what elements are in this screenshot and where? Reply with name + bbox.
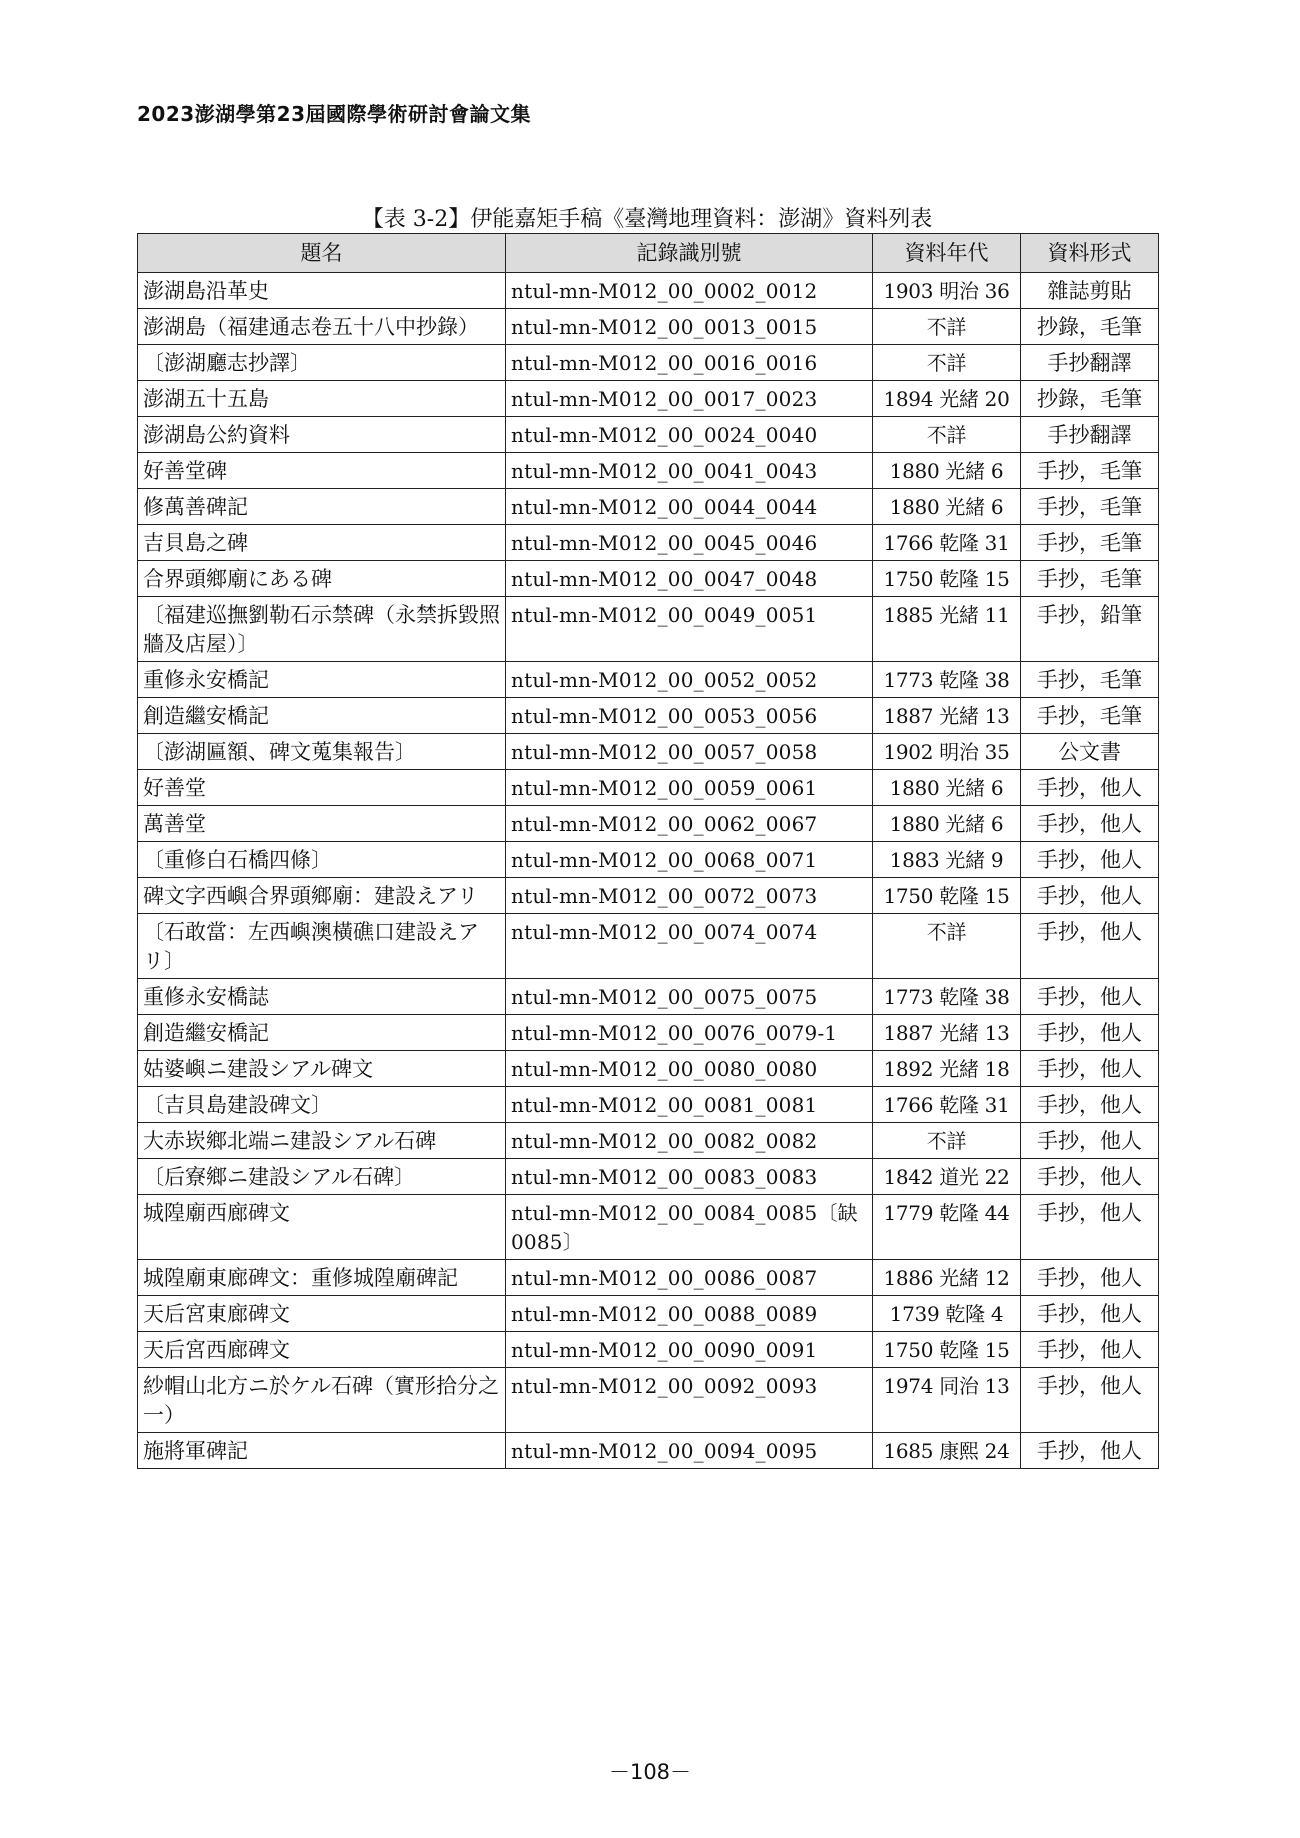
row-year: 1880 光緒 6 xyxy=(873,770,1021,806)
row-format: 公文書 xyxy=(1021,734,1159,770)
row-record-id: ntul-mn-M012_00_0068_0071 xyxy=(506,842,873,878)
table-row xyxy=(138,1159,1159,1195)
table-row xyxy=(138,273,1159,309)
table-row xyxy=(138,345,1159,381)
row-year: 1880 光緒 6 xyxy=(873,489,1021,525)
row-record-id: ntul-mn-M012_00_0084_0085〔缺 0085〕 xyxy=(506,1195,873,1260)
row-year: 1750 乾隆 15 xyxy=(873,561,1021,597)
row-year: 1880 光緒 6 xyxy=(873,806,1021,842)
row-record-id: ntul-mn-M012_00_0049_0051 xyxy=(506,597,873,662)
table-row xyxy=(138,1433,1159,1469)
row-title: 〔澎湖廳志抄譯〕 xyxy=(138,345,506,381)
table-row xyxy=(138,1260,1159,1296)
row-title: 重修永安橋記 xyxy=(138,662,506,698)
row-record-id: ntul-mn-M012_00_0016_0016 xyxy=(506,345,873,381)
row-format: 手抄，鉛筆 xyxy=(1021,597,1159,662)
row-title: 天后宮西廊碑文 xyxy=(138,1332,506,1368)
row-title: 〔福建巡撫劉勒石示禁碑（永禁拆毀照牆及店屋）〕 xyxy=(138,597,506,662)
row-year: 1894 光緒 20 xyxy=(873,381,1021,417)
row-format: 手抄，他人 xyxy=(1021,1195,1159,1260)
row-format: 手抄，他人 xyxy=(1021,1015,1159,1051)
row-record-id: ntul-mn-M012_00_0075_0075 xyxy=(506,979,873,1015)
table-row xyxy=(138,734,1159,770)
row-year: 不詳 xyxy=(873,309,1021,345)
table-row xyxy=(138,806,1159,842)
table-row xyxy=(138,914,1159,979)
row-record-id: ntul-mn-M012_00_0024_0040 xyxy=(506,417,873,453)
row-year: 1750 乾隆 15 xyxy=(873,878,1021,914)
row-record-id: ntul-mn-M012_00_0090_0091 xyxy=(506,1332,873,1368)
row-year: 1902 明治 35 xyxy=(873,734,1021,770)
row-format: 抄錄，毛筆 xyxy=(1021,381,1159,417)
table-caption: 【表 3-2】伊能嘉矩手稿《臺灣地理資料：澎湖》資料列表 xyxy=(361,207,933,232)
row-format: 手抄，他人 xyxy=(1021,1159,1159,1195)
row-record-id: ntul-mn-M012_00_0059_0061 xyxy=(506,770,873,806)
row-title: 澎湖島沿革史 xyxy=(138,273,506,309)
column-header-year: 資料年代 xyxy=(873,234,1021,273)
table-row xyxy=(138,561,1159,597)
row-year: 1892 光緒 18 xyxy=(873,1051,1021,1087)
table-row xyxy=(138,1051,1159,1087)
row-year: 1779 乾隆 44 xyxy=(873,1195,1021,1260)
row-record-id: ntul-mn-M012_00_0057_0058 xyxy=(506,734,873,770)
row-format: 手抄，他人 xyxy=(1021,1368,1159,1433)
table-row xyxy=(138,453,1159,489)
table-row xyxy=(138,1332,1159,1368)
table-row xyxy=(138,381,1159,417)
row-record-id: ntul-mn-M012_00_0013_0015 xyxy=(506,309,873,345)
row-title: 好善堂 xyxy=(138,770,506,806)
row-year: 1880 光緒 6 xyxy=(873,453,1021,489)
row-title: 施將軍碑記 xyxy=(138,1433,506,1469)
row-record-id: ntul-mn-M012_00_0072_0073 xyxy=(506,878,873,914)
row-record-id: ntul-mn-M012_00_0053_0056 xyxy=(506,698,873,734)
row-format: 手抄，他人 xyxy=(1021,1332,1159,1368)
column-header-title: 題名 xyxy=(138,234,506,273)
row-year: 1773 乾隆 38 xyxy=(873,662,1021,698)
table-row xyxy=(138,309,1159,345)
row-record-id: ntul-mn-M012_00_0088_0089 xyxy=(506,1296,873,1332)
row-year: 1766 乾隆 31 xyxy=(873,525,1021,561)
row-title: 吉貝島之碑 xyxy=(138,525,506,561)
row-year: 不詳 xyxy=(873,914,1021,979)
row-title: 〔重修白石橋四條〕 xyxy=(138,842,506,878)
row-year: 1887 光緒 13 xyxy=(873,1015,1021,1051)
row-format: 手抄，他人 xyxy=(1021,806,1159,842)
table-row xyxy=(138,1015,1159,1051)
row-title: 萬善堂 xyxy=(138,806,506,842)
row-record-id: ntul-mn-M012_00_0052_0052 xyxy=(506,662,873,698)
row-title: 重修永安橋誌 xyxy=(138,979,506,1015)
row-format: 手抄，他人 xyxy=(1021,770,1159,806)
row-title: 碑文字西嶼合界頭鄉廟：建設えアリ xyxy=(138,878,506,914)
row-record-id: ntul-mn-M012_00_0080_0080 xyxy=(506,1051,873,1087)
row-title: 合界頭鄉廟にある碑 xyxy=(138,561,506,597)
row-format: 手抄，他人 xyxy=(1021,1296,1159,1332)
table-row xyxy=(138,979,1159,1015)
table-body xyxy=(138,273,1159,1469)
row-title: 修萬善碑記 xyxy=(138,489,506,525)
table-row xyxy=(138,662,1159,698)
row-title: 〔后寮鄉ニ建設シアル石碑〕 xyxy=(138,1159,506,1195)
row-title: 創造繼安橋記 xyxy=(138,698,506,734)
row-record-id: ntul-mn-M012_00_0076_0079-1 xyxy=(506,1015,873,1051)
row-format: 手抄，毛筆 xyxy=(1021,489,1159,525)
row-format: 手抄，毛筆 xyxy=(1021,561,1159,597)
row-format: 手抄，他人 xyxy=(1021,1123,1159,1159)
row-title: 澎湖五十五島 xyxy=(138,381,506,417)
row-record-id: ntul-mn-M012_00_0017_0023 xyxy=(506,381,873,417)
row-year: 1739 乾隆 4 xyxy=(873,1296,1021,1332)
row-title: 紗帽山北方ニ於ケル石碑（實形拾分之一） xyxy=(138,1368,506,1433)
page-number: －108－ xyxy=(608,1760,692,1784)
row-title: 天后宮東廊碑文 xyxy=(138,1296,506,1332)
row-year: 不詳 xyxy=(873,417,1021,453)
table-row xyxy=(138,489,1159,525)
row-year: 1842 道光 22 xyxy=(873,1159,1021,1195)
row-format: 手抄，他人 xyxy=(1021,979,1159,1015)
row-year: 1773 乾隆 38 xyxy=(873,979,1021,1015)
row-format: 手抄，毛筆 xyxy=(1021,525,1159,561)
row-record-id: ntul-mn-M012_00_0044_0044 xyxy=(506,489,873,525)
row-year: 1883 光緒 9 xyxy=(873,842,1021,878)
row-year: 不詳 xyxy=(873,345,1021,381)
row-title: 澎湖島公約資料 xyxy=(138,417,506,453)
table-row xyxy=(138,525,1159,561)
table-row xyxy=(138,597,1159,662)
row-record-id: ntul-mn-M012_00_0083_0083 xyxy=(506,1159,873,1195)
row-year: 不詳 xyxy=(873,1123,1021,1159)
row-year: 1685 康熙 24 xyxy=(873,1433,1021,1469)
row-title: 大赤崁鄉北端ニ建設シアル石碑 xyxy=(138,1123,506,1159)
row-format: 手抄翻譯 xyxy=(1021,417,1159,453)
row-format: 手抄，毛筆 xyxy=(1021,453,1159,489)
row-title: 姑婆嶼ニ建設シアル碑文 xyxy=(138,1051,506,1087)
row-year: 1885 光緒 11 xyxy=(873,597,1021,662)
records-table xyxy=(137,233,1159,1469)
row-year: 1886 光緒 12 xyxy=(873,1260,1021,1296)
table-header xyxy=(138,234,1159,273)
row-record-id: ntul-mn-M012_00_0082_0082 xyxy=(506,1123,873,1159)
row-record-id: ntul-mn-M012_00_0002_0012 xyxy=(506,273,873,309)
row-title: 好善堂碑 xyxy=(138,453,506,489)
row-format: 雜誌剪貼 xyxy=(1021,273,1159,309)
row-title: 城隍廟西廊碑文 xyxy=(138,1195,506,1260)
row-year: 1766 乾隆 31 xyxy=(873,1087,1021,1123)
row-format: 手抄，毛筆 xyxy=(1021,698,1159,734)
row-format: 手抄，他人 xyxy=(1021,1433,1159,1469)
table-row xyxy=(138,842,1159,878)
row-record-id: ntul-mn-M012_00_0081_0081 xyxy=(506,1087,873,1123)
table-row xyxy=(138,878,1159,914)
table-row xyxy=(138,770,1159,806)
table-row xyxy=(138,417,1159,453)
row-record-id: ntul-mn-M012_00_0086_0087 xyxy=(506,1260,873,1296)
row-format: 手抄，他人 xyxy=(1021,842,1159,878)
row-record-id: ntul-mn-M012_00_0062_0067 xyxy=(506,806,873,842)
table-row xyxy=(138,1087,1159,1123)
row-format: 手抄翻譯 xyxy=(1021,345,1159,381)
table-row xyxy=(138,698,1159,734)
row-year: 1887 光緒 13 xyxy=(873,698,1021,734)
row-record-id: ntul-mn-M012_00_0094_0095 xyxy=(506,1433,873,1469)
row-format: 手抄，他人 xyxy=(1021,878,1159,914)
row-title: 澎湖島（福建通志卷五十八中抄錄） xyxy=(138,309,506,345)
row-title: 〔石敢當：左西嶼澳橫礁口建設えアリ〕 xyxy=(138,914,506,979)
row-format: 手抄，他人 xyxy=(1021,1051,1159,1087)
row-year: 1974 同治 13 xyxy=(873,1368,1021,1433)
running-header: 2023澎湖學第23屆國際學術研討會論文集 xyxy=(137,102,531,126)
column-header-format: 資料形式 xyxy=(1021,234,1159,273)
row-record-id: ntul-mn-M012_00_0074_0074 xyxy=(506,914,873,979)
row-format: 手抄，他人 xyxy=(1021,1260,1159,1296)
row-record-id: ntul-mn-M012_00_0041_0043 xyxy=(506,453,873,489)
row-title: 〔吉貝島建設碑文〕 xyxy=(138,1087,506,1123)
row-format: 手抄，毛筆 xyxy=(1021,662,1159,698)
row-title: 城隍廟東廊碑文：重修城隍廟碑記 xyxy=(138,1260,506,1296)
table-row xyxy=(138,1195,1159,1260)
column-header-record-id: 記錄識別號 xyxy=(506,234,873,273)
row-year: 1903 明治 36 xyxy=(873,273,1021,309)
row-title: 創造繼安橋記 xyxy=(138,1015,506,1051)
row-title: 〔澎湖匾額、碑文蒐集報告〕 xyxy=(138,734,506,770)
row-record-id: ntul-mn-M012_00_0092_0093 xyxy=(506,1368,873,1433)
header-row xyxy=(138,234,1159,273)
table-row xyxy=(138,1123,1159,1159)
row-format: 手抄，他人 xyxy=(1021,1087,1159,1123)
row-record-id: ntul-mn-M012_00_0047_0048 xyxy=(506,561,873,597)
table-row xyxy=(138,1296,1159,1332)
row-format: 抄錄，毛筆 xyxy=(1021,309,1159,345)
row-format: 手抄，他人 xyxy=(1021,914,1159,979)
table-row xyxy=(138,1368,1159,1433)
row-record-id: ntul-mn-M012_00_0045_0046 xyxy=(506,525,873,561)
row-year: 1750 乾隆 15 xyxy=(873,1332,1021,1368)
